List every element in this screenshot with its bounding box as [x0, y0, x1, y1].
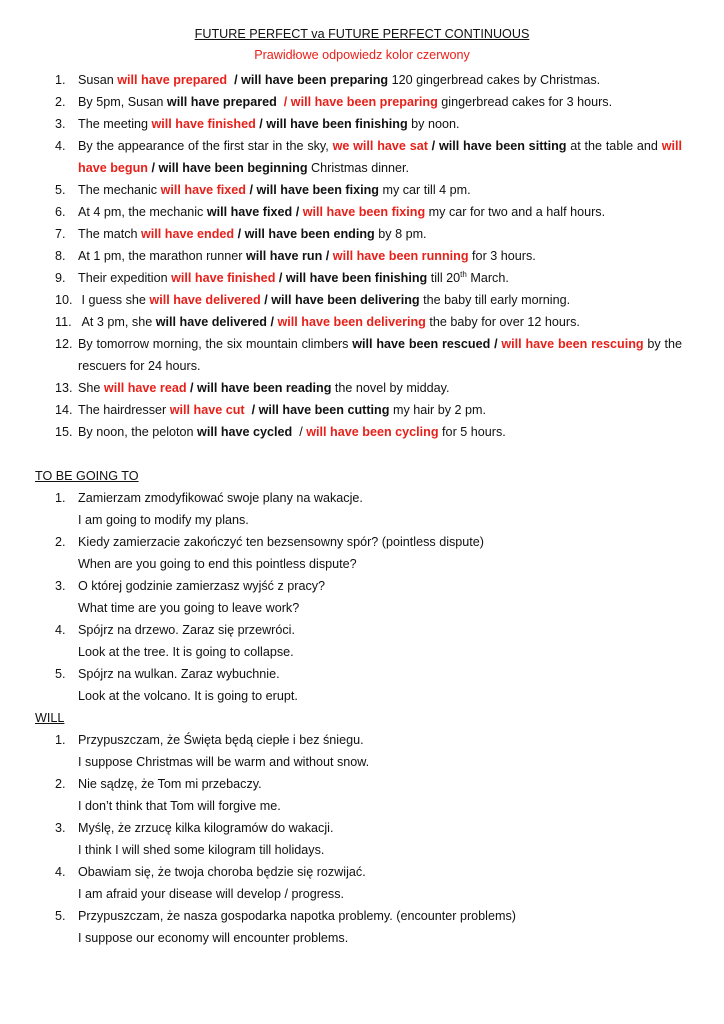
english-translation: I think I will shed some kilogram till holidays.	[78, 843, 325, 857]
sentence-text: Their expedition	[78, 271, 172, 285]
item-number: 8.	[55, 249, 66, 263]
exercise-item	[0, 399, 724, 421]
sentence-text: for 5 hours.	[438, 425, 506, 439]
sentence-text: By noon, the peloton	[78, 425, 198, 439]
wrong-option: will have prepared	[166, 95, 277, 109]
wrong-option: will have delivered /	[155, 315, 274, 329]
sentence-text: by noon.	[407, 117, 460, 131]
item-number: 3.	[55, 821, 66, 835]
correct-answer: will have been running	[332, 249, 469, 263]
polish-sentence: Przypuszczam, że nasza gospodarka napotka problemy. (encounter problems)	[78, 909, 516, 923]
translation-item	[0, 531, 724, 575]
wrong-option: / will have been beginning	[147, 161, 308, 175]
correct-answer: will have been delivering	[277, 315, 426, 329]
exercise-item	[0, 135, 724, 179]
going-to-list	[0, 487, 724, 707]
sentence-text: She	[78, 381, 104, 395]
sentence-text: till 20	[427, 271, 461, 285]
translation-item	[0, 487, 724, 531]
page-subtitle: Prawidłowe odpowiedz kolor czerwony	[254, 48, 470, 62]
translation-item	[0, 773, 724, 817]
exercise-item	[0, 421, 724, 443]
wrong-option: / will have been cutting	[244, 403, 390, 417]
wrong-option: / will have been sitting	[427, 139, 567, 153]
polish-sentence: Spójrz na wulkan. Zaraz wybuchnie.	[78, 667, 280, 681]
item-number: 15.	[55, 425, 73, 439]
correct-answer: will have begun	[78, 139, 686, 175]
exercise-item	[0, 377, 724, 399]
english-translation: I suppose Christmas will be warm and without snow.	[78, 755, 370, 769]
polish-sentence: Przypuszczam, że Święta będą ciepłe i bez śniegu.	[78, 733, 364, 747]
sentence-text: At 3 pm, she	[78, 315, 156, 329]
wrong-option: / will have been reading	[186, 381, 332, 395]
section-heading-will: WILL	[35, 711, 65, 725]
correct-answer: will have been rescuing	[501, 337, 644, 351]
english-translation: I am going to modify my plans.	[78, 513, 249, 527]
sentence-text: The meeting	[78, 117, 152, 131]
sentence-text: my car for two and a half hours.	[425, 205, 606, 219]
item-number: 6.	[55, 205, 66, 219]
item-number: 2.	[55, 535, 66, 549]
sentence-text: 120 gingerbread cakes by Christmas.	[388, 73, 601, 87]
wrong-option: / will have been delivering	[260, 293, 420, 307]
page-title: FUTURE PERFECT va FUTURE PERFECT CONTINUOUS	[194, 27, 530, 41]
item-number: 4.	[55, 623, 66, 637]
item-number: 10.	[55, 293, 73, 307]
correct-answer: will have finished	[151, 117, 256, 131]
wrong-option: / will have been ending	[234, 227, 375, 241]
polish-sentence: Obawiam się, że twoja choroba będzie się rozwijać.	[78, 865, 366, 879]
sentence-text: for 3 hours.	[468, 249, 536, 263]
item-number: 3.	[55, 579, 66, 593]
wrong-option: will have run /	[246, 249, 330, 263]
section-heading-going-to: TO BE GOING TO	[35, 469, 139, 483]
translation-item	[0, 575, 724, 619]
item-number: 5.	[55, 667, 66, 681]
sentence-text: The mechanic	[78, 183, 161, 197]
exercise-item	[0, 311, 724, 333]
exercise-item	[0, 91, 724, 113]
sentence-text: March.	[466, 271, 509, 285]
correct-answer: will have fixed	[160, 183, 246, 197]
wrong-option: will have fixed /	[206, 205, 300, 219]
correct-answer: will have delivered	[149, 293, 261, 307]
translation-item	[0, 663, 724, 707]
item-number: 5.	[55, 183, 66, 197]
translation-item	[0, 729, 724, 773]
document-page	[0, 24, 724, 949]
polish-sentence: O której godzinie zamierzasz wyjść z pracy?	[78, 579, 326, 593]
wrong-option: / will have been finishing	[255, 117, 408, 131]
exercise-item	[0, 245, 724, 267]
translation-item	[0, 905, 724, 949]
correct-answer: will have finished	[171, 271, 276, 285]
polish-sentence: Zamierzam zmodyfikować swoje plany na wakacje.	[78, 491, 363, 505]
exercise-item	[0, 223, 724, 245]
sentence-text: /	[292, 425, 307, 439]
correct-answer: will have cut	[169, 403, 245, 417]
polish-sentence: Nie sądzę, że Tom mi przebaczy.	[78, 777, 262, 791]
correct-answer: will have ended	[141, 227, 235, 241]
item-number: 13.	[55, 381, 73, 395]
sentence-text: Susan	[78, 73, 118, 87]
item-number: 2.	[55, 777, 66, 791]
english-translation: What time are you going to leave work?	[78, 601, 300, 615]
polish-sentence: Kiedy zamierzacie zakończyć ten bezsensowny spór? (pointless dispute)	[78, 535, 484, 549]
exercise-item	[0, 113, 724, 135]
wrong-option: / will have been fixing	[246, 183, 379, 197]
item-number: 1.	[55, 491, 66, 505]
item-number: 4.	[55, 865, 66, 879]
english-translation: I suppose our economy will encounter problems.	[78, 931, 349, 945]
exercise-item	[0, 201, 724, 223]
exercise-item	[0, 69, 724, 91]
sentence-text: at the table and	[566, 139, 662, 153]
will-list	[0, 729, 724, 949]
sentence-text: the baby for over 12 hours.	[425, 315, 580, 329]
wrong-option: / will have been preparing	[227, 73, 389, 87]
sentence-text: the novel by midday.	[331, 381, 450, 395]
polish-sentence: Spójrz na drzewo. Zaraz się przewróci.	[78, 623, 295, 637]
sentence-text: The match	[78, 227, 141, 241]
correct-answer: will have prepared	[117, 73, 228, 87]
sentence-text: my car till 4 pm.	[378, 183, 471, 197]
correct-answer: we will have sat	[332, 139, 428, 153]
item-number: 4.	[55, 139, 66, 153]
item-number: 11.	[55, 315, 72, 329]
sentence-text: the baby till early morning.	[419, 293, 571, 307]
correct-answer: will have read	[103, 381, 187, 395]
sentence-text: by 8 pm.	[374, 227, 427, 241]
english-translation: When are you going to end this pointless dispute?	[78, 557, 357, 571]
english-translation: I am afraid your disease will develop / progress.	[78, 887, 344, 901]
sentence-text: Christmas dinner.	[307, 161, 410, 175]
item-number: 3.	[55, 117, 66, 131]
sentence-text: By the appearance of the first star in the sky,	[78, 139, 333, 153]
correct-answer: / will have been preparing	[276, 95, 438, 109]
exercise-item	[0, 333, 724, 377]
sentence-text: At 1 pm, the marathon runner	[78, 249, 247, 263]
item-number: 14.	[55, 403, 73, 417]
translation-item	[0, 817, 724, 861]
exercise-item	[0, 289, 724, 311]
polish-sentence: Myślę, że zrzucę kilka kilogramów do wakacji.	[78, 821, 334, 835]
wrong-option: will have been rescued /	[352, 337, 498, 351]
correct-answer: will have been cycling	[306, 425, 439, 439]
sentence-text: At 4 pm, the mechanic	[78, 205, 207, 219]
item-number: 1.	[55, 733, 66, 747]
exercise-item	[0, 179, 724, 201]
sentence-text: The hairdresser	[78, 403, 170, 417]
ordinal-suffix: th	[460, 270, 467, 279]
item-number: 5.	[55, 909, 66, 923]
wrong-option: will have cycled	[197, 425, 293, 439]
exercise-item	[0, 267, 724, 289]
english-translation: Look at the tree. It is going to collapse.	[78, 645, 294, 659]
translation-item	[0, 619, 724, 663]
sentence-text: by the rescuers for 24 hours.	[78, 337, 686, 373]
sentence-text: my hair by 2 pm.	[389, 403, 487, 417]
item-number: 9.	[55, 271, 66, 285]
correct-answer: will have been fixing	[302, 205, 426, 219]
item-number: 7.	[55, 227, 66, 241]
item-number: 1.	[55, 73, 66, 87]
sentence-text: By 5pm, Susan	[78, 95, 167, 109]
english-translation: I don’t think that Tom will forgive me.	[78, 799, 281, 813]
item-number: 2.	[55, 95, 66, 109]
item-number: 12.	[55, 337, 73, 351]
sentence-text: gingerbread cakes for 3 hours.	[437, 95, 613, 109]
translation-item	[0, 861, 724, 905]
sentence-text: By tomorrow morning, the six mountain climbers	[78, 337, 353, 351]
wrong-option: / will have been finishing	[275, 271, 428, 285]
english-translation: Look at the volcano. It is going to erupt.	[78, 689, 298, 703]
grammar-exercise-list	[0, 69, 724, 443]
sentence-text: I guess she	[78, 293, 150, 307]
